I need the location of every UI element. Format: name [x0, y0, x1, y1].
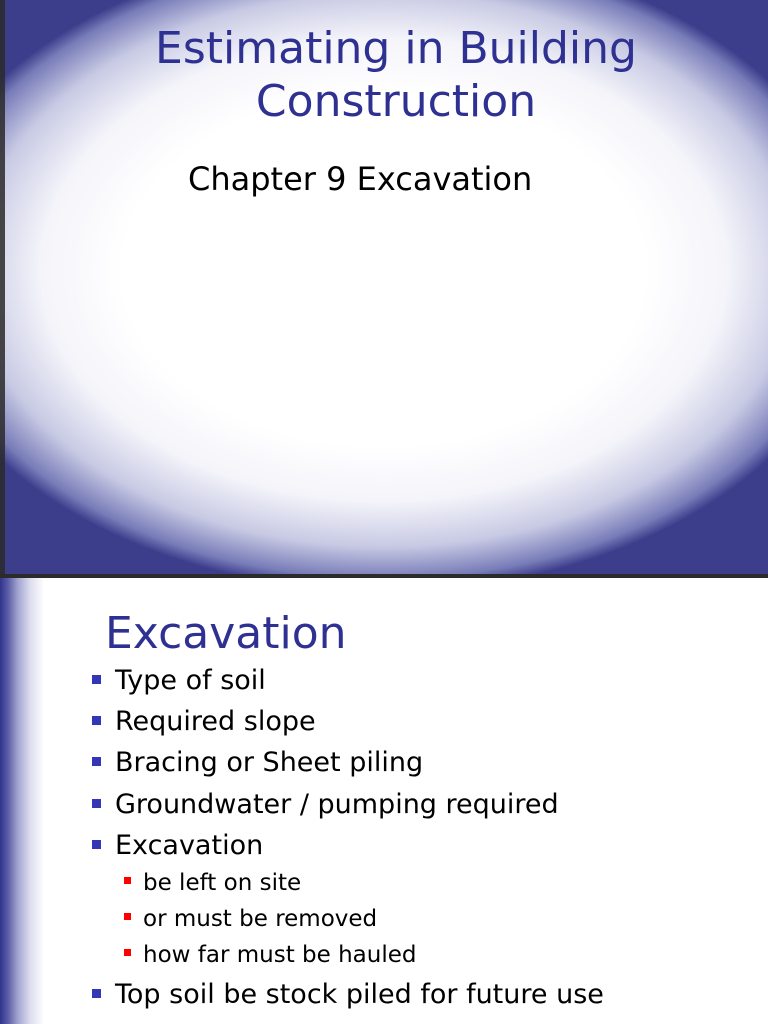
- bullet-item: [115, 788, 559, 822]
- slide-2: [0, 578, 768, 1024]
- sub-bullet-item: [143, 904, 377, 934]
- bullet-square-icon: [92, 675, 101, 684]
- slide-2-title: Excavation: [105, 608, 347, 659]
- sub-bullet-text: be left on site: [143, 870, 302, 896]
- slide-1-title-line-1: Estimating in Building: [155, 23, 637, 74]
- sub-bullet-text: or must be removed: [143, 906, 378, 932]
- bullet-square-icon: [92, 840, 101, 849]
- slide-1-subtitle: Chapter 9 Excavation: [188, 160, 533, 198]
- bullet-square-icon: [92, 989, 101, 998]
- bullet-text: Bracing or Sheet piling: [115, 747, 424, 778]
- sub-bullet-square-icon: [124, 877, 131, 884]
- bullet-square-icon: [92, 757, 101, 766]
- bullet-item: [115, 746, 423, 780]
- bullet-text: Required slope: [115, 706, 316, 737]
- sub-bullet-text: how far must be hauled: [143, 942, 417, 968]
- bullet-text: Groundwater / pumping required: [115, 789, 559, 820]
- sub-bullet-square-icon: [124, 949, 131, 956]
- bullet-text: Type of soil: [115, 665, 266, 696]
- sub-bullet-item: [143, 868, 301, 898]
- bullet-item: [115, 664, 266, 698]
- bullet-square-icon: [92, 716, 101, 725]
- bullet-item: [115, 829, 263, 863]
- slide-1-title-line-2: Construction: [255, 76, 537, 127]
- bullet-square-icon: [92, 799, 101, 808]
- bullet-text: Excavation: [115, 830, 264, 861]
- bullet-item: [115, 705, 316, 739]
- slide-1-title: [0, 22, 768, 128]
- sub-bullet-square-icon: [124, 913, 131, 920]
- bullet-item: [115, 978, 604, 1012]
- bullet-text: Top soil be stock piled for future use: [115, 979, 604, 1010]
- sub-bullet-item: [143, 940, 416, 970]
